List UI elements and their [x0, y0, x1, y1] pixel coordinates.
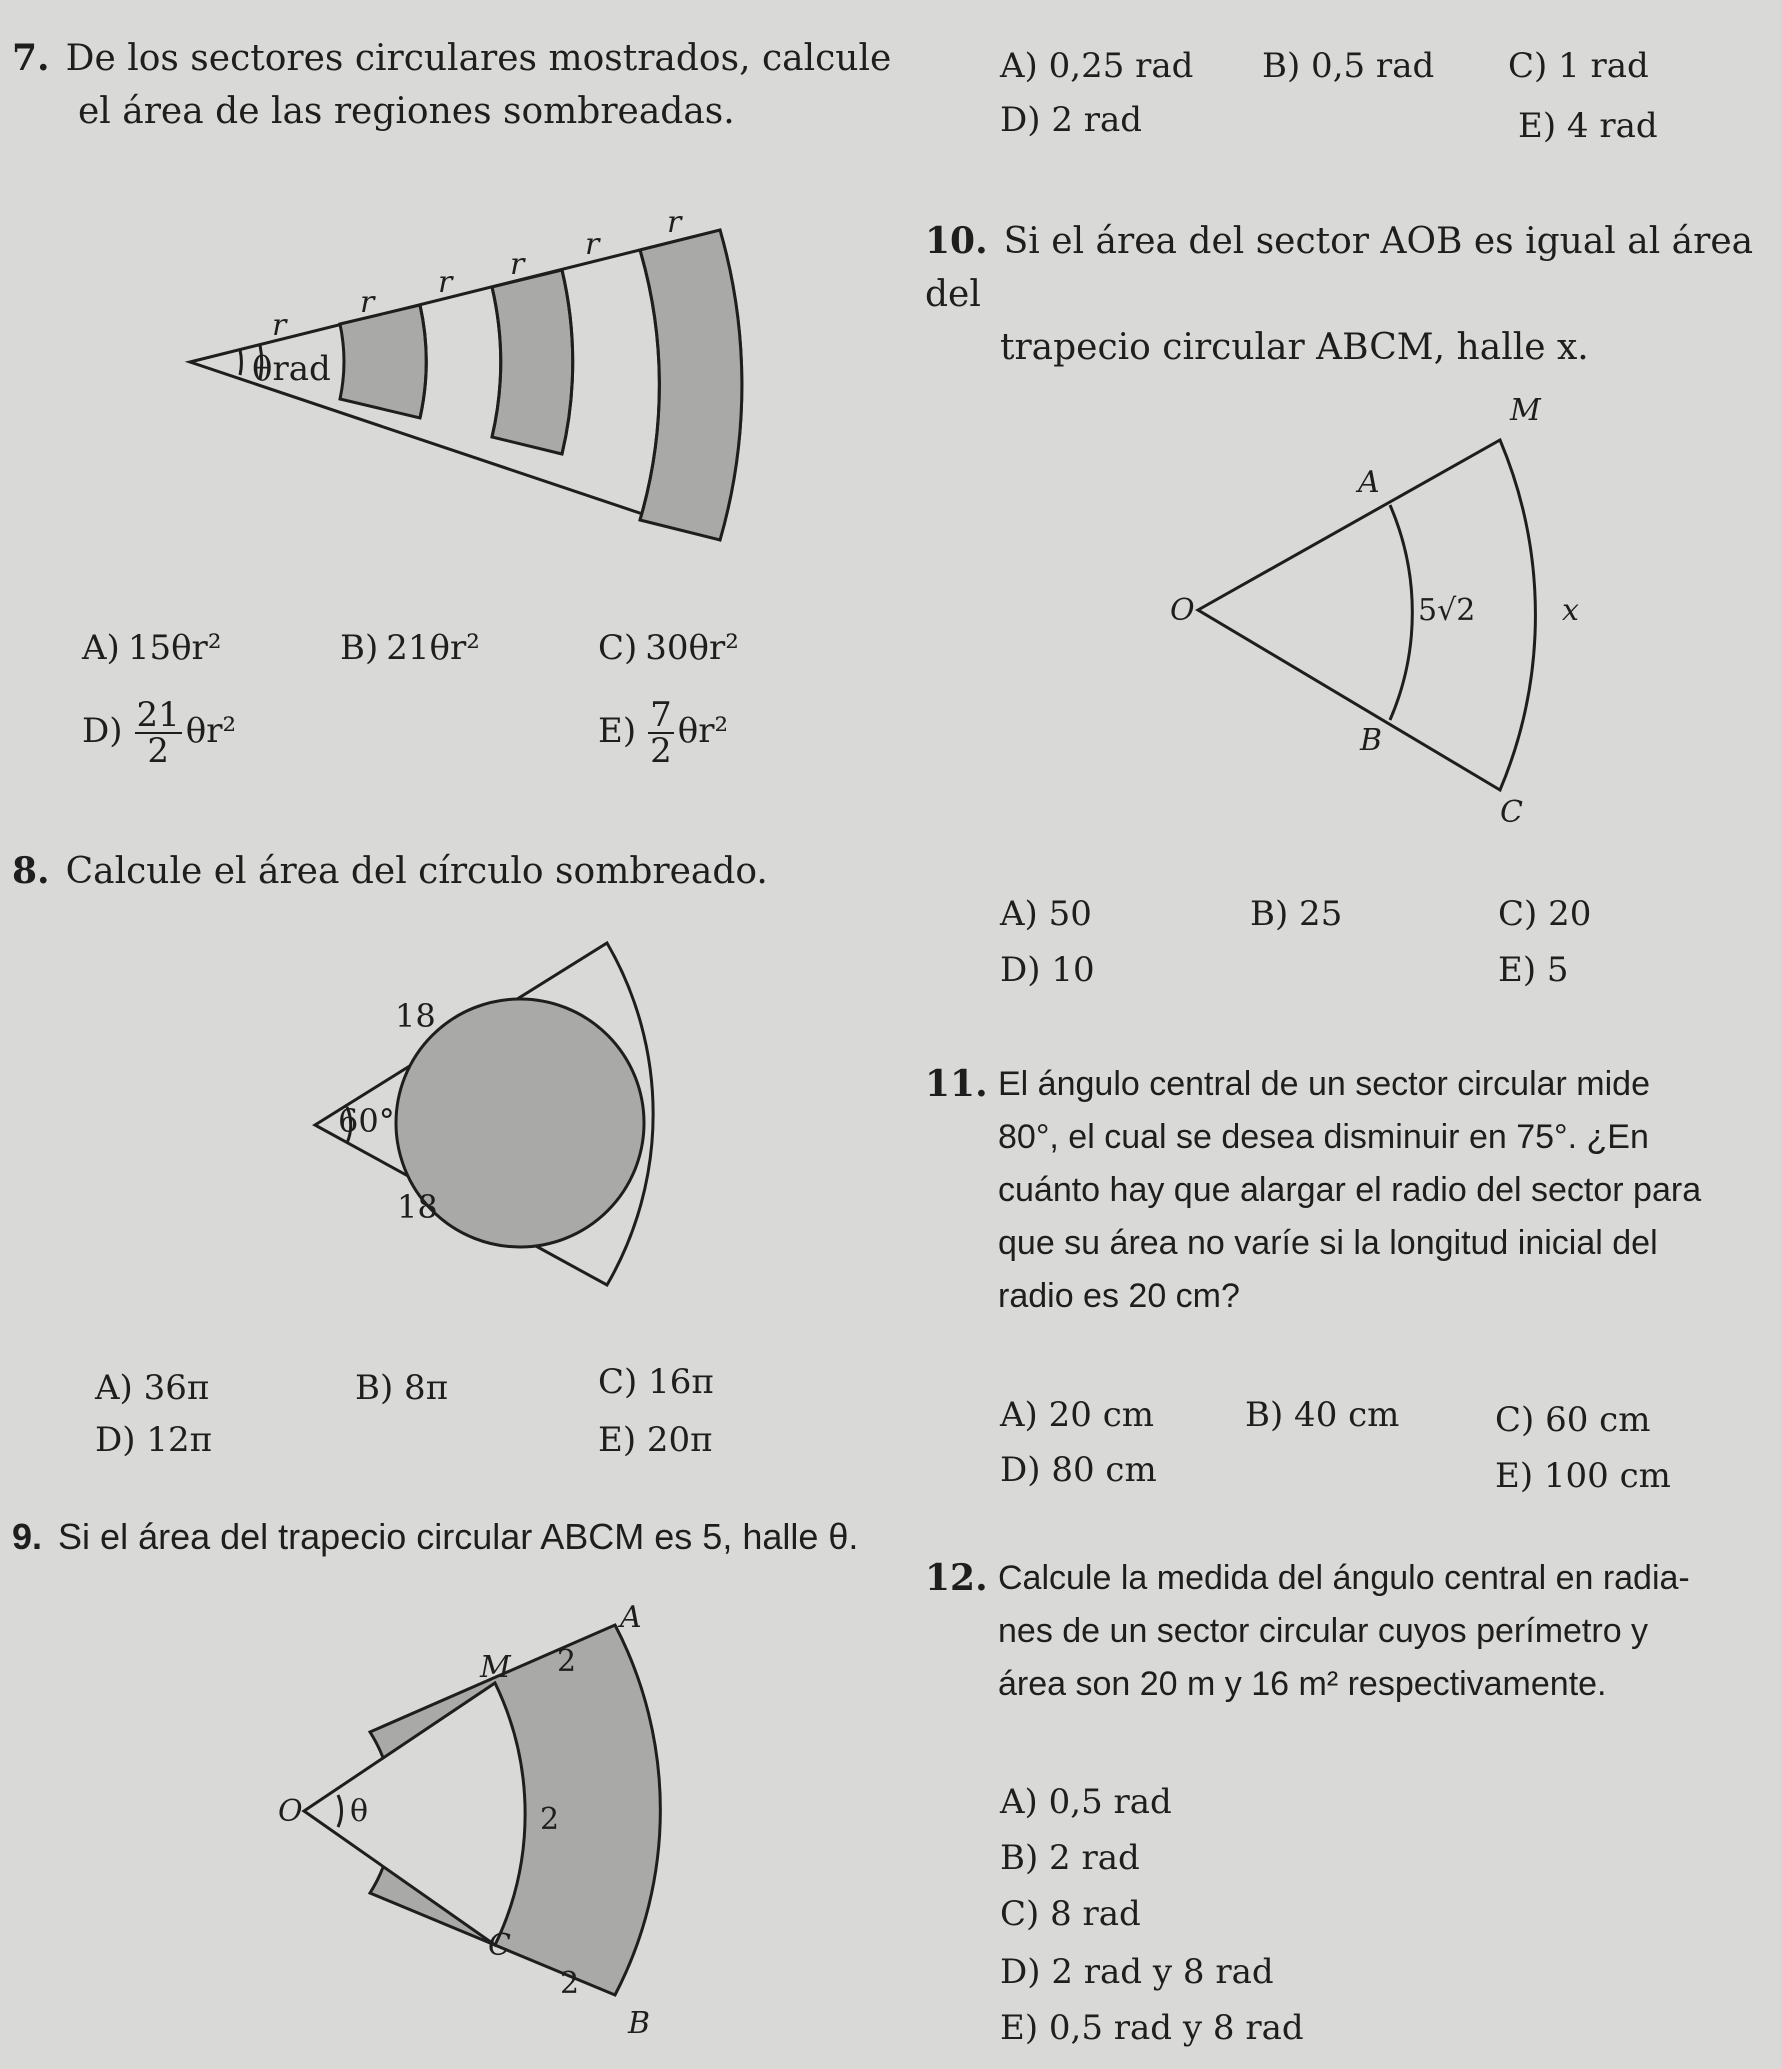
q9-label-C: C: [488, 1928, 511, 1963]
q8-text: Calcule el área del círculo sombreado.: [65, 851, 768, 892]
q10-statement: [925, 215, 1775, 374]
q8-option-e[interactable]: E) 20π: [598, 1420, 713, 1460]
q7-option-a[interactable]: A) 15θr²: [82, 628, 222, 668]
q7-label-r4: r: [510, 247, 525, 282]
q10-option-e[interactable]: E) 5: [1498, 950, 1569, 990]
q9-label-2-bot: 2: [560, 1966, 580, 2001]
q12-line-2: nes de un sector circular cuyos perímetro y: [998, 1612, 1649, 1650]
q7-option-b[interactable]: B) 21θr²: [340, 628, 480, 668]
q7-label-angle: θrad: [252, 349, 331, 389]
q7-angle-arc: [240, 350, 241, 375]
q11-option-c[interactable]: C) 60 cm: [1495, 1400, 1651, 1440]
q7-option-c[interactable]: C) 30θr²: [598, 628, 739, 668]
q10-label-O: O: [1170, 593, 1195, 628]
q8-option-c[interactable]: C) 16π: [598, 1362, 714, 1402]
q8-option-a[interactable]: A) 36π: [95, 1368, 210, 1408]
q10-label-A: A: [1358, 465, 1380, 500]
q7-label-r3: r: [438, 265, 453, 300]
q11-number: 11.: [925, 1063, 988, 1105]
q9-figure: [278, 1600, 730, 2041]
q10-label-x: x: [1562, 593, 1579, 628]
q12-line-3: área son 20 m y 16 m² respectivamente.: [998, 1665, 1607, 1703]
q6-option-c[interactable]: C) 1 rad: [1508, 46, 1649, 86]
q12-line-1: Calcule la medida del ángulo central en radia-: [998, 1559, 1690, 1597]
q9-label-2-top: 2: [557, 1644, 577, 1679]
q11-option-e[interactable]: E) 100 cm: [1495, 1456, 1671, 1496]
q11-line-5: radio es 20 cm?: [998, 1277, 1240, 1315]
q9-label-B: B: [628, 2006, 651, 2041]
q10-option-b[interactable]: B) 25: [1250, 894, 1343, 934]
q11-option-d[interactable]: D) 80 cm: [1000, 1450, 1157, 1490]
q9-text: Si el área del trapecio circular ABCM es 5, halle θ.: [58, 1516, 859, 1557]
q7-text-line2: el área de las regiones sombreadas.: [78, 91, 735, 132]
q6-option-d[interactable]: D) 2 rad: [1000, 100, 1143, 140]
q8-statement: [12, 845, 768, 898]
q12-option-c[interactable]: C) 8 rad: [1000, 1894, 1141, 1934]
q8-option-d[interactable]: D) 12π: [95, 1420, 212, 1460]
q11-line-3: cuánto hay que alargar el radio del sector para: [998, 1171, 1702, 1209]
q10-text-line1: Si el área del sector AOB es igual al área del: [925, 221, 1754, 315]
q12-text: [998, 1552, 1758, 1711]
q9-label-M: M: [480, 1650, 511, 1685]
q6-option-a[interactable]: A) 0,25 rad: [1000, 46, 1194, 86]
q9-label-O: O: [278, 1794, 303, 1829]
q9-label-2-mid: 2: [540, 1802, 560, 1837]
q7-label-r1: r: [272, 308, 287, 343]
q8-label-18-top: 18: [395, 997, 436, 1035]
q10-label-C: C: [1500, 795, 1523, 830]
q11-line-4: que su área no varíe si la longitud inicial del: [998, 1224, 1658, 1262]
q7-number: 7.: [12, 37, 50, 79]
q11-option-b[interactable]: B) 40 cm: [1245, 1395, 1400, 1435]
q7-label-r2: r: [360, 285, 375, 320]
q10-label-arc: 5√2: [1418, 593, 1476, 628]
q10-option-a[interactable]: A) 50: [1000, 894, 1092, 934]
q8-label-18-bottom: 18: [397, 1188, 438, 1226]
q10-label-B: B: [1360, 723, 1383, 758]
q7-band-2: [492, 270, 573, 454]
q11-text: [998, 1058, 1758, 1323]
q10-option-d[interactable]: D) 10: [1000, 950, 1095, 990]
q7-statement: [12, 32, 892, 138]
q8-option-b[interactable]: B) 8π: [355, 1368, 449, 1408]
q12-option-d[interactable]: D) 2 rad y 8 rad: [1000, 1952, 1274, 1992]
q12-option-e[interactable]: E) 0,5 rad y 8 rad: [1000, 2008, 1304, 2048]
q9-statement: [12, 1510, 858, 1563]
q9-label-theta: θ: [350, 1794, 369, 1829]
q9-label-A: A: [620, 1600, 642, 1635]
q9-number: 9.: [12, 1516, 43, 1557]
q8-label-angle: 60°: [338, 1102, 395, 1140]
q12-number: 12.: [925, 1557, 988, 1599]
q10-text-line2: trapecio circular ABCM, halle x.: [1000, 327, 1589, 368]
q7-option-e[interactable]: E) $\frac{7}{2}$ θr²: [598, 695, 729, 771]
q12-option-a[interactable]: A) 0,5 rad: [1000, 1782, 1172, 1822]
q7-text-line1: De los sectores circulares mostrados, calcule: [65, 38, 892, 79]
q8-number: 8.: [12, 850, 50, 892]
q11-option-a[interactable]: A) 20 cm: [1000, 1395, 1154, 1435]
q7-label-r6: r: [667, 205, 682, 240]
q11-line-1: El ángulo central de un sector circular mide: [998, 1065, 1650, 1103]
q6-option-b[interactable]: B) 0,5 rad: [1262, 46, 1435, 86]
q10-label-M: M: [1510, 393, 1541, 428]
q7-option-d[interactable]: D) $\frac{21}{2}$ θr²: [82, 695, 237, 771]
q8-figure: [305, 935, 705, 1295]
q10-number: 10.: [925, 220, 988, 262]
q7-figure: [180, 200, 980, 560]
q10-option-c[interactable]: C) 20: [1498, 894, 1592, 934]
q11-line-2: 80°, el cual se desea disminuir en 75°. ¿En: [998, 1118, 1649, 1156]
q10-figure: [1170, 390, 1590, 830]
q7-label-r5: r: [585, 227, 600, 262]
q7-band-1: [340, 305, 426, 418]
q6-option-e[interactable]: E) 4 rad: [1518, 106, 1658, 146]
q12-option-b[interactable]: B) 2 rad: [1000, 1838, 1140, 1878]
